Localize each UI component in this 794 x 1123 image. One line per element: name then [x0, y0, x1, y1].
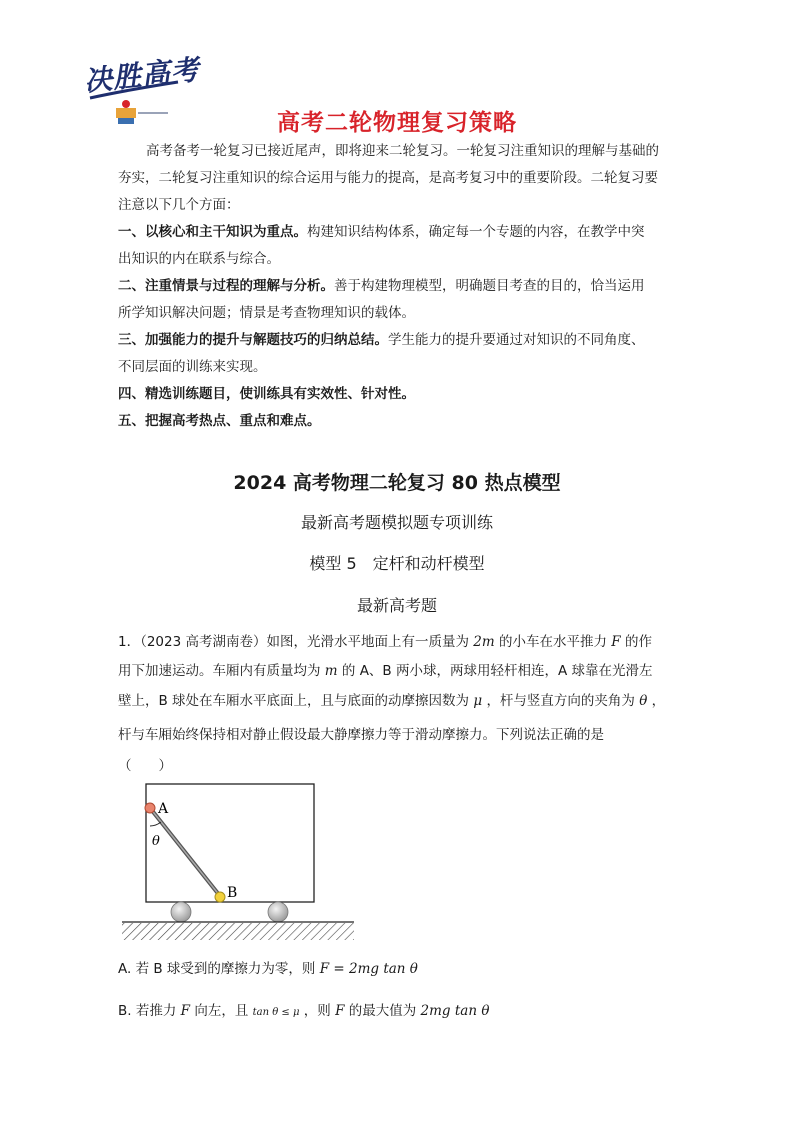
question-text: 1．（2023 高考湖南卷）如图，光滑水平地面上有一质量为 [118, 634, 469, 650]
option-b-symbol-F: F [335, 1003, 345, 1019]
question-line-2 [118, 659, 653, 679]
point-5: 五、把握高考热点、重点和难点。 [118, 413, 321, 429]
ball-b [215, 892, 225, 902]
option-b-text: B. 若推力 [118, 1003, 177, 1019]
point-4: 四、精选训练题目，使训练具有实效性、针对性。 [118, 386, 415, 402]
symbol-F: F [611, 634, 621, 650]
question-text: 的小车在水平推力 [498, 634, 607, 650]
option-a-text: A. 若 B 球受到的摩擦力为零，则 [118, 961, 316, 977]
option-b-symbol-F: F [180, 1003, 191, 1019]
main-heading: 2024 高考物理二轮复习 80 热点模型 [233, 472, 561, 494]
option-a [118, 957, 418, 977]
ground-hatch [122, 923, 354, 940]
cart-figure [118, 776, 358, 944]
option-b-condition: tan θ ≤ μ [252, 1007, 300, 1018]
intro-line-3: 注意以下几个方面： [118, 197, 240, 213]
point-1-heading: 一、以核心和主干知识为重点。 [118, 224, 307, 240]
wheel-right [268, 902, 288, 922]
option-b-text: ，则 [303, 1003, 331, 1019]
question-text: ，杆与竖直方向的夹角为 [486, 693, 635, 709]
point-1-text: 构建知识结构体系，确定每一个专题的内容，在教学中突 [307, 224, 645, 240]
intro-line-1: 高考备考一轮复习已接近尾声，即将迎来二轮复习。一轮复习注重知识的理解与基础的 [146, 143, 659, 159]
point-3-text: 学生能力的提升要通过对知识的不同角度、 [388, 332, 645, 348]
model-title: 模型 5 定杆和动杆模型 [309, 554, 485, 573]
point-2-heading: 二、注重情景与过程的理解与分析。 [118, 278, 334, 294]
point-1 [118, 219, 645, 246]
ball-a [145, 803, 155, 813]
option-b-text: 的最大值为 [348, 1003, 417, 1019]
symbol-2m: 2m [473, 634, 495, 650]
point-3-heading: 三、加强能力的提升与解题技巧的归纳总结。 [118, 332, 388, 348]
point-1-line-2: 出知识的内在联系与综合。 [118, 251, 280, 267]
option-b [118, 999, 489, 1019]
wheel-left [171, 902, 191, 922]
point-2 [118, 273, 645, 300]
symbol-theta: θ [639, 693, 648, 709]
question-text: 壁上，B 球处在车厢水平底面上，且与底面的动摩擦因数为 [118, 693, 470, 709]
point-2-line-2: 所学知识解决问题；情景是考查物理知识的载体。 [118, 305, 415, 321]
question-line-1 [118, 630, 652, 650]
option-b-text: 向左，且 [194, 1003, 249, 1019]
point-2-text: 善于构建物理模型，明确题目考查的目的，恰当运用 [334, 278, 645, 294]
point-3-line-2: 不同层面的训练来实现。 [118, 359, 267, 375]
page-title: 高考二轮物理复习策略 [277, 110, 517, 136]
answer-blank: （ ） [118, 758, 172, 774]
subheading: 最新高考题模拟题专项训练 [300, 513, 493, 532]
label-b: B [227, 885, 238, 901]
question-text: 用下加速运动。车厢内有质量均为 [118, 663, 321, 679]
question-line-4: 杆与车厢始终保持相对静止假设最大静摩擦力等于滑动摩擦力。下列说法正确的是 [118, 727, 604, 743]
symbol-mu: μ [473, 693, 483, 709]
question-text: ， [651, 693, 666, 709]
label-theta: θ [152, 834, 160, 849]
logo-text: 决胜高考 [82, 52, 202, 98]
question-line-3 [118, 689, 665, 709]
question-text: 的作 [624, 634, 652, 650]
option-a-formula: F = 2mg tan θ [319, 961, 418, 977]
intro-line-2: 夯实，二轮复习注重知识的综合运用与能力的提高，是高考复习中的重要阶段。二轮复习要 [118, 170, 658, 186]
symbol-m: m [324, 663, 338, 679]
point-3 [118, 327, 645, 354]
section-title: 最新高考题 [356, 596, 437, 615]
option-b-formula: 2mg tan θ [420, 1003, 490, 1019]
label-a: A [158, 801, 169, 817]
question-text: 的 A、B 两小球，两球用轻杆相连，A 球靠在光滑左 [341, 663, 653, 679]
